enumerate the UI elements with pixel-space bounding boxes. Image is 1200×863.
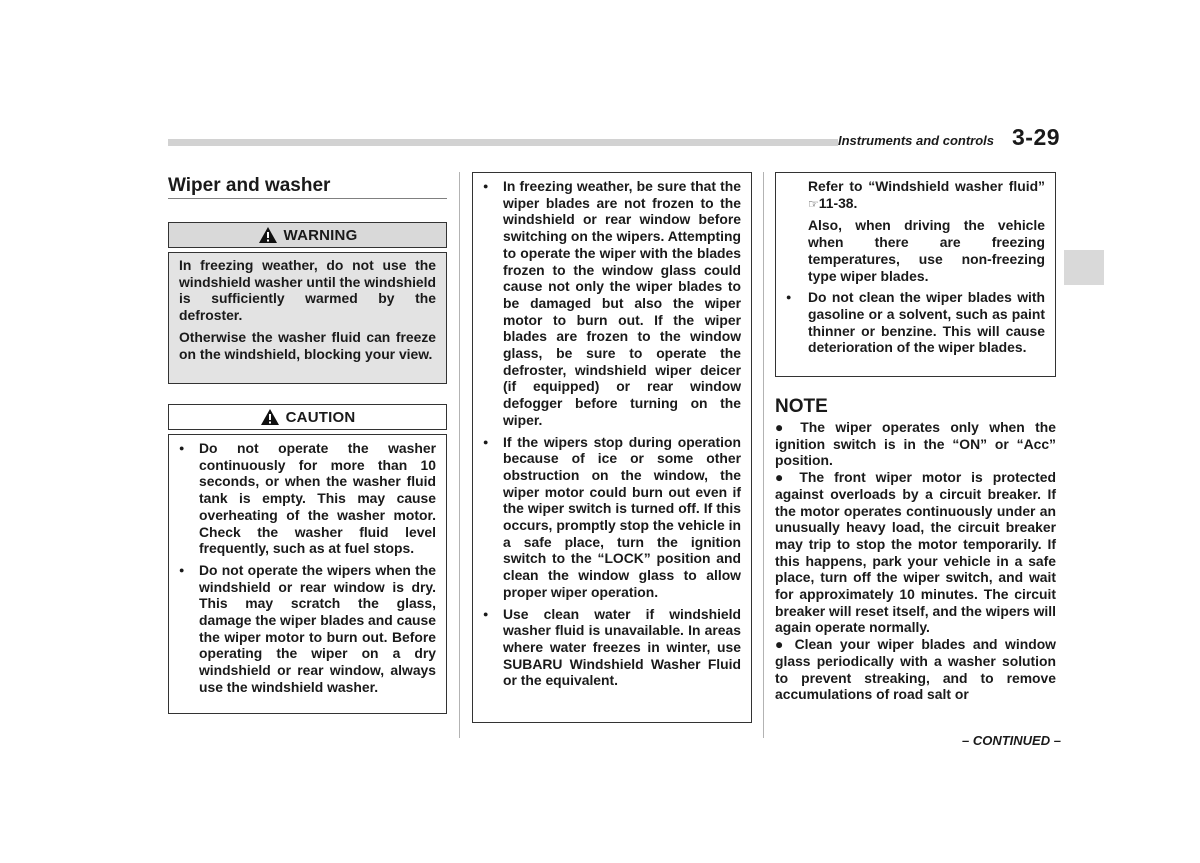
header-bar xyxy=(168,139,838,146)
page-number: 3-29 xyxy=(1012,124,1061,150)
warning-triangle-icon xyxy=(258,226,278,244)
caution-continued-box-2 xyxy=(775,172,1056,377)
caution-item: ● Do not clean the wiper blades with gasoline or a solvent, such as paint thinner or benzine. This will cause deterioration of the wiper blades. xyxy=(786,289,1045,356)
caution-item: ● Use clean water if windshield washer fluid is unavailable. In areas where water freezes in winter, use SUBARU Windshield Washer Fluid or the equivalent. xyxy=(483,606,741,690)
warning-paragraph: Otherwise the washer fluid can freeze on the windshield, blocking your view. xyxy=(179,328,436,362)
caution-label xyxy=(168,404,447,430)
caution-label-text: CAUTION xyxy=(285,408,356,426)
note-paragraph: ● The wiper operates only when the ignition switch is in the “ON” or “Acc” position. xyxy=(775,419,1056,469)
column-divider xyxy=(459,172,460,738)
note-heading: NOTE xyxy=(775,396,828,417)
caution-triangle-icon xyxy=(260,408,280,426)
warning-label xyxy=(168,222,447,248)
column-divider xyxy=(763,172,764,738)
warning-box xyxy=(168,252,447,384)
continuation-paragraph: Also, when driving the vehicle when there are freezing temperatures, use non-freezing type wiper blades. xyxy=(808,217,1045,284)
caution-item: ● If the wipers stop during operation because of ice or some other obstruction on the window, the wiper motor could burn out even if the wiper switch is turned off. If this occurs, promptly stop the vehicle in a safe place, turn the ignition switch to the “LOCK” position and clean the window glass to allow proper wiper operation. xyxy=(483,434,741,601)
ref-text: Refer to “Windshield washer fluid” xyxy=(808,178,1045,194)
continued-marker: – CONTINUED – xyxy=(962,733,1061,748)
chapter-tab xyxy=(1064,250,1104,285)
page-heading: Wiper and washer xyxy=(168,175,331,196)
ref-page: 11-38. xyxy=(818,194,858,211)
caution-item: ● Do not operate the wipers when the windshield or rear window is dry. This may scratch the glass, damage the wiper blades and cause the wiper motor to burn out. Before operating the wiper on a dry windshield or rear window, always use the windshield washer. xyxy=(179,562,436,696)
heading-underline xyxy=(168,198,447,199)
warning-paragraph: In freezing weather, do not use the windshield washer until the windshield is sufficiently warmed by the defroster. xyxy=(179,257,437,324)
pointing-hand-icon: ☞ xyxy=(808,196,819,211)
caution-continued-box xyxy=(472,172,752,723)
section-title: Instruments and controls xyxy=(838,133,995,148)
caution-box xyxy=(168,434,447,714)
note-body xyxy=(775,419,1056,703)
note-paragraph: ● The front wiper motor is protected against overloads by a circuit breaker. If the motor operates continuously under an unusually heavy load, the circuit breaker may trip to stop the motor temporarily. If this happens, park your vehicle in a safe place, turn off the wiper switch, and wait for approximately 10 minutes. The circuit breaker will reset itself, and the wipers will again operate normally. xyxy=(775,469,1057,636)
warning-label-text: WARNING xyxy=(283,226,358,244)
note-paragraph: ● Clean your wiper blades and window glass periodically with a washer solution to prevent streaking, and to remove accumulations of road salt or xyxy=(775,636,1056,703)
caution-item: ● In freezing weather, be sure that the wiper blades are not frozen to the windshield or rear window before switching on the wipers. Attempting to operate the wiper with the blades frozen to the window glass could cause not only the wiper blades to be damaged but also the wiper motor to burn out. If the wiper blades are frozen to the window glass, be sure to operate the defroster, windshield wiper deicer (if equipped) or rear window defogger before turning on the wiper. xyxy=(483,178,741,429)
continuation-ref xyxy=(786,178,1045,212)
caution-item: ● Do not operate the washer continuously for more than 10 seconds, or when the washer fluid tank is empty. This may cause overheating of the washer motor. Check the washer fluid level frequently, such as at fuel stops. xyxy=(179,440,436,557)
